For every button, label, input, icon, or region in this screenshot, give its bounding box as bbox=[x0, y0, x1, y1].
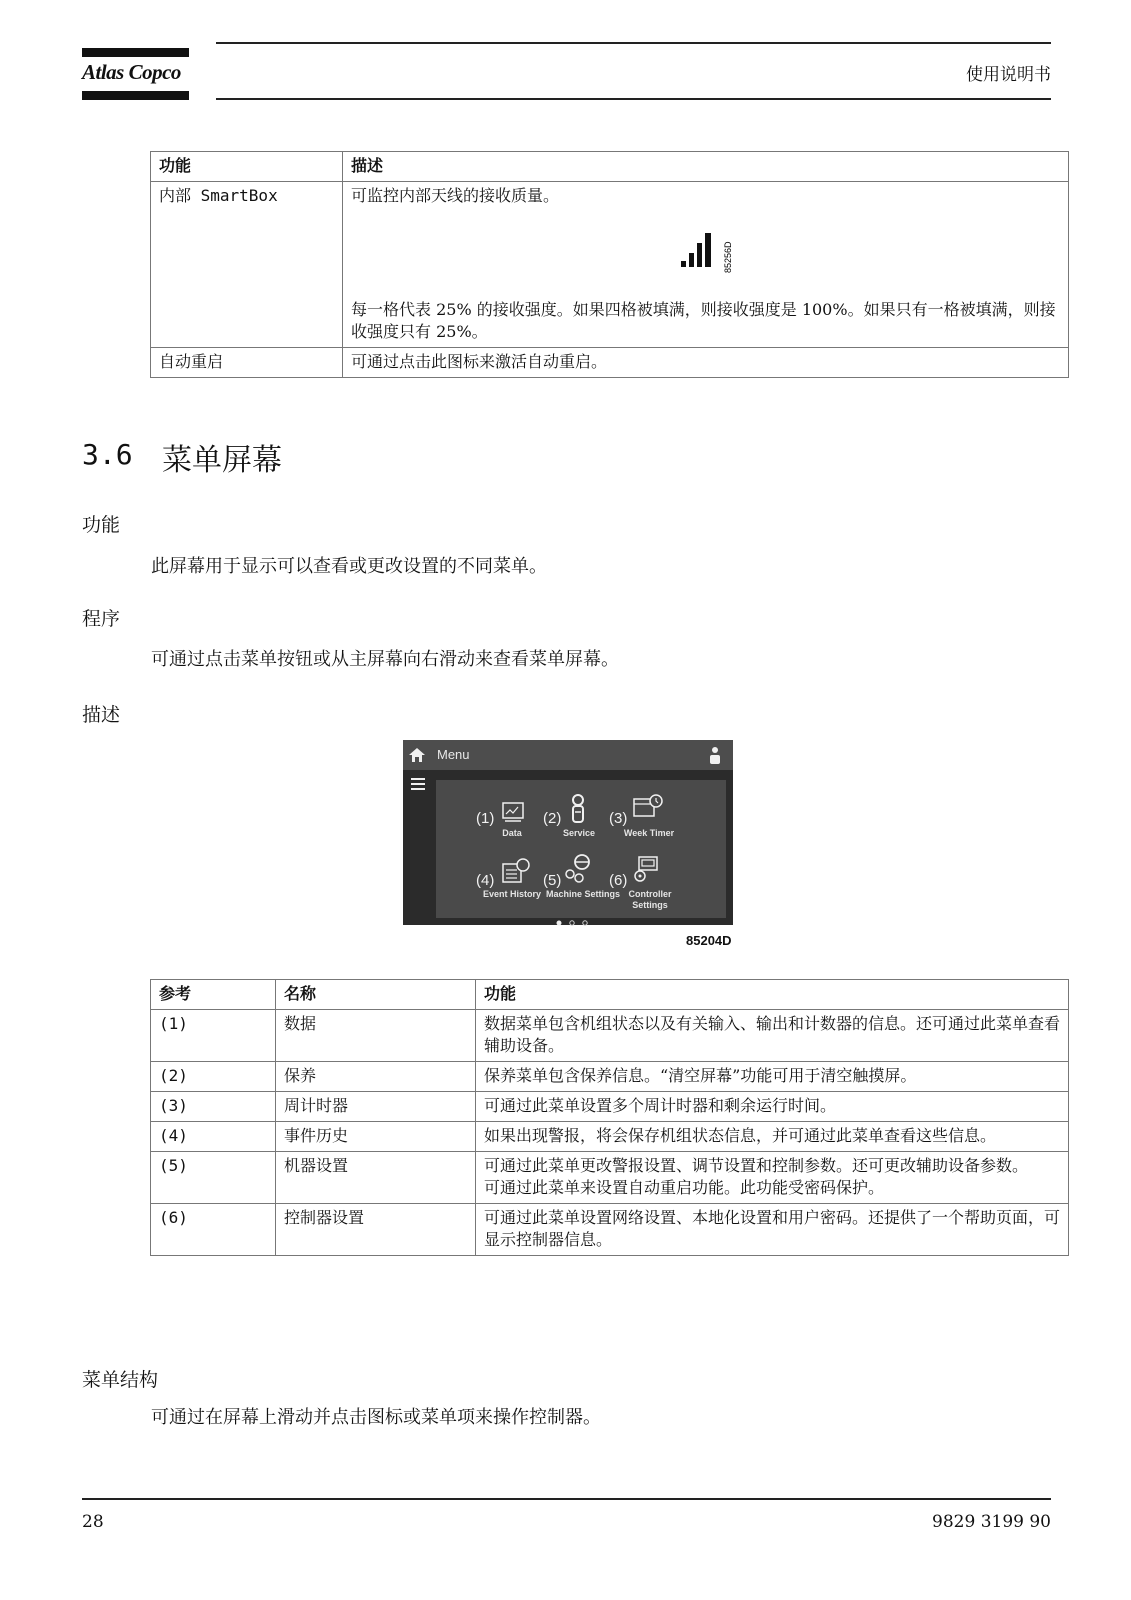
cell-reference: (5) bbox=[151, 1152, 276, 1204]
page-indicator bbox=[555, 920, 591, 926]
section-number: 3.6 bbox=[82, 438, 133, 471]
function-text: 可通过此菜单来设置自动重启功能。此功能受密码保护。 bbox=[484, 1178, 885, 1197]
signal-strength-icon bbox=[351, 227, 1060, 287]
menu-ref-3: (3) bbox=[609, 810, 628, 827]
cell-name: 周计时器 bbox=[276, 1092, 476, 1122]
procedure-heading: 程序 bbox=[82, 608, 121, 630]
table-row bbox=[151, 1092, 1069, 1122]
header-function: 功能 bbox=[476, 980, 1069, 1010]
table-row bbox=[151, 1204, 1069, 1256]
user-icon bbox=[709, 746, 721, 764]
controller-icon bbox=[633, 856, 659, 884]
menu-ref-6: (6) bbox=[609, 872, 628, 889]
menu-label-event-history: Event History bbox=[482, 889, 542, 899]
menu-label-data: Data bbox=[502, 828, 522, 838]
cell-name: 控制器设置 bbox=[276, 1204, 476, 1256]
table-row bbox=[151, 1122, 1069, 1152]
cell-function: 自动重启 bbox=[151, 348, 343, 378]
home-icon bbox=[409, 748, 425, 762]
gears-icon bbox=[564, 854, 592, 884]
procedure-text: 可通过点击菜单按钮或从主屏幕向右滑动来查看菜单屏幕。 bbox=[151, 649, 619, 670]
signal-figure-code: 85256D bbox=[723, 241, 733, 273]
table-row bbox=[151, 1152, 1069, 1204]
cell-function bbox=[476, 1152, 1069, 1204]
screen-title-bar bbox=[403, 740, 733, 770]
menu-label-week-timer: Week Timer bbox=[623, 828, 675, 838]
header-rule-top bbox=[216, 42, 1051, 44]
cell-reference: (2) bbox=[151, 1062, 276, 1092]
screen-title: Menu bbox=[437, 747, 470, 762]
cell-reference: (3) bbox=[151, 1092, 276, 1122]
wrench-icon bbox=[569, 794, 587, 824]
table-row bbox=[151, 182, 1069, 348]
description-heading: 描述 bbox=[82, 704, 121, 726]
table-row bbox=[151, 1010, 1069, 1062]
logo-bar-bottom bbox=[82, 91, 189, 100]
logo-bar-top bbox=[82, 48, 189, 57]
function-text: 此屏幕用于显示可以查看或更改设置的不同菜单。 bbox=[151, 556, 547, 577]
cell-function: 保养菜单包含保养信息。“清空屏幕”功能可用于清空触摸屏。 bbox=[476, 1062, 1069, 1092]
menu-ref-5: (5) bbox=[543, 872, 562, 889]
cell-function: 数据菜单包含机组状态以及有关输入、输出和计数器的信息。还可通过此菜单查看辅助设备。 bbox=[476, 1010, 1069, 1062]
menu-structure-text: 可通过在屏幕上滑动并点击图标或菜单项来操作控制器。 bbox=[151, 1407, 601, 1428]
header-name: 名称 bbox=[276, 980, 476, 1010]
menu-structure-heading: 菜单结构 bbox=[82, 1369, 159, 1391]
menu-screen-figure bbox=[403, 740, 733, 925]
menu-ref-1: (1) bbox=[476, 810, 495, 827]
cell-reference: (1) bbox=[151, 1010, 276, 1062]
footer-rule bbox=[82, 1498, 1051, 1500]
cell-name: 事件历史 bbox=[276, 1122, 476, 1152]
table-header-row bbox=[151, 152, 1069, 182]
menu-ref-2: (2) bbox=[543, 810, 562, 827]
table-row bbox=[151, 1062, 1069, 1092]
menu-panel bbox=[436, 780, 726, 918]
figure-code: 85204D bbox=[686, 933, 732, 948]
table-header-row bbox=[151, 980, 1069, 1010]
cell-name: 数据 bbox=[276, 1010, 476, 1062]
description-text: 每一格代表 25% 的接收强度。如果四格被填满，则接收强度是 100%。如果只有一格被填满，则接收强度只有 25%。 bbox=[351, 300, 1056, 341]
description-text: 可监控内部天线的接收质量。 bbox=[351, 186, 560, 205]
cell-function: 内部 SmartBox bbox=[151, 182, 343, 348]
function-text: 可通过此菜单更改警报设置、调节设置和控制参数。还可更改辅助设备参数。 bbox=[484, 1156, 1029, 1175]
cell-name: 保养 bbox=[276, 1062, 476, 1092]
menu-reference-table bbox=[150, 979, 1069, 1256]
hamburger-icon bbox=[411, 778, 425, 790]
cell-reference: (4) bbox=[151, 1122, 276, 1152]
menu-label-controller-settings: Controller Settings bbox=[628, 889, 672, 910]
function-heading: 功能 bbox=[82, 514, 121, 536]
calendar-clock-icon bbox=[633, 794, 663, 818]
header-reference: 参考 bbox=[151, 980, 276, 1010]
document-number: 9829 3199 90 bbox=[932, 1512, 1051, 1532]
table-row bbox=[151, 348, 1069, 378]
page-number: 28 bbox=[82, 1512, 104, 1532]
cell-description bbox=[343, 182, 1069, 348]
cell-name: 机器设置 bbox=[276, 1152, 476, 1204]
header-rule-bottom bbox=[216, 98, 1051, 100]
feature-table bbox=[150, 151, 1069, 378]
header-function: 功能 bbox=[151, 152, 343, 182]
section-title: 菜单屏幕 bbox=[162, 443, 282, 478]
header-description: 描述 bbox=[343, 152, 1069, 182]
menu-label-service: Service bbox=[562, 828, 596, 838]
menu-label-machine-settings: Machine Settings bbox=[546, 889, 621, 899]
cell-reference: (6) bbox=[151, 1204, 276, 1256]
cell-function: 可通过此菜单设置多个周计时器和剩余运行时间。 bbox=[476, 1092, 1069, 1122]
signal-strength-figure bbox=[351, 227, 1060, 287]
cell-function: 可通过此菜单设置网络设置、本地化设置和用户密码。还提供了一个帮助页面，可显示控制器信息。 bbox=[476, 1204, 1069, 1256]
atlas-copco-logo: Atlas Copco bbox=[82, 60, 181, 84]
doc-type: 使用说明书 bbox=[966, 65, 1051, 85]
menu-ref-4: (4) bbox=[476, 872, 495, 889]
cell-function: 如果出现警报，将会保存机组状态信息，并可通过此菜单查看这些信息。 bbox=[476, 1122, 1069, 1152]
chart-icon bbox=[502, 802, 524, 822]
history-icon bbox=[502, 858, 530, 884]
cell-description: 可通过点击此图标来激活自动重启。 bbox=[343, 348, 1069, 378]
